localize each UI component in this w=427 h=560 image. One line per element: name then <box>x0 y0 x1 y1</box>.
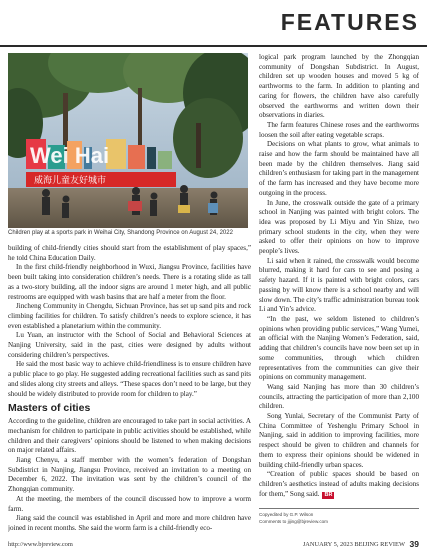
header-rule <box>0 45 427 47</box>
paragraph: Jiang said the council was established in April and more and more children have joined in recent months. She said the worm farm is a child-friendly eco- <box>8 514 251 532</box>
sign-chinese: 威海儿童友好城市 <box>34 176 107 186</box>
subheading: Masters of cities <box>8 402 91 415</box>
paragraph: In June, the crosswalk outside the gate of a primary school in Nanjing was painted with bright colors. The idea was proposed by Li Miyu and Yin Shize, two primary school students in the city, when they were asked to offer their opinions on how to improve people’s lives. <box>259 198 419 256</box>
comments-contact: Comments to jijing@bjreview.com <box>259 518 328 524</box>
copyright-rule <box>259 508 419 509</box>
paragraph: The farm features Chinese roses and the earthworms loosen the soil after eating vegetable scraps. <box>259 120 419 139</box>
paragraph: According to the guideline, children are encouraged to take part in social activities. A mechanism for children to participate in public activities should be established, while children and their caregivers’ opinions should be listened to when making decisions on major related affairs. <box>8 417 251 455</box>
photo-caption: Children play at a sports park in Weihai City, Shandong Province on August 24, 2022 <box>8 230 233 236</box>
paragraph: building of child-friendly cities should start from the establishment of play spaces,” he told China Education Daily. <box>8 244 251 262</box>
paragraph: Jiang Chenyu, a staff member with the women’s federation of Dongshan Subdistrict in Nanjing, Jiangsu Province, received an invitation to a meeting on December 6, 2022. The invitation was sent by the children’s council of the Zhongqian community. <box>8 456 251 494</box>
closing-quote: “Creation of public spaces should be based on children’s aesthetics instead of adults making decisions for them,” Song said. <box>259 470 419 498</box>
paragraph: Decisions on what plants to grow, what animals to raise and how the farm should be maintained have all been made by the children themselves. Jiang said children’s enthusiasm for taking part in the management of the farm has increased and they have become more outgoing in the process. <box>259 140 419 197</box>
sign-letters: Wei Hai <box>30 143 110 168</box>
paragraph: Song Yunlai, Secretary of the Communist Party of China Committee of Yeshenglu Primary School in Nanjing, said in addition to improving facilities, more respect should be given to children and channels for them to express their opinions should be widened in building child-friendly urban spaces. <box>259 412 419 469</box>
copyedit-credit: Copyedited by G.P. Wilson <box>259 512 314 517</box>
paragraph <box>259 470 419 499</box>
page-header <box>0 0 427 46</box>
copyright-note <box>259 512 328 525</box>
article-photo <box>8 53 248 228</box>
br-end-mark: BR <box>324 491 333 498</box>
footer-url: http://www.bjreview.com <box>8 541 73 548</box>
paragraph: Wang said Nanjing has more than 30 children’s councils, attracting the participation of more than 2,100 children. <box>259 382 419 411</box>
paragraph: Lu Yuan, an instructor with the School of Social and Behavioral Sciences at Nanjing University, said in the past, cities were designed by adults without considering children’s perspectives. <box>8 331 251 359</box>
paragraph: Jincheng Community in Chengdu, Sichuan Province, has set up sand pits and rock climbing facilities for children. To satisfy children’s needs to explore science, it has even established a planetarium within the community. <box>8 302 251 330</box>
right-column <box>259 53 419 505</box>
paragraph: In the first child-friendly neighborhood in Wuxi, Jiangsu Province, facilities have been built taking into consideration children’s needs. There is a rotating slide as tall as a two-story building, all the indoor signs are around 1 meter high, and all public restrooms are equipped with wash basins that are half a meter from the floor. <box>8 263 251 301</box>
paragraph: Li said when it rained, the crosswalk would become blurred, making it hard for cars to see and posing a safety hazard. If it is painted with bright colors, cars passing by will know there is a school nearby and will slow down. The city’s traffic administration bureau took Li and Yin’s advice. <box>259 256 419 314</box>
section-title: FEATURES <box>280 9 419 35</box>
page-number: 39 <box>409 539 419 549</box>
paragraph: “In the past, we seldom listened to children’s opinions when providing public services,” Wang Yumei, an official with the Nanjing Women’s Federation, said, adding that children’s councils have now been set up in some communities, through which children representatives from the communities can give their opinions on community management. <box>259 314 419 382</box>
photo-illustration <box>8 53 248 228</box>
footer-issue: JANUARY 5, 2023 BEIJING REVIEW <box>302 541 405 548</box>
paragraph: logical park program launched by the Zhongqian community of Dongshan Subdistrict. In August, children set up wooden houses and moved 5 kg of earthworms to the farm. In addition to planting and caring for flowers, the children have also carefully observed the earthworms and written down their observations in diaries. <box>259 53 419 120</box>
paragraph: He said the most basic way to achieve child-friendliness is to ensure children have a public place to go play. He suggested adding recreational facilities such as sand pits and slides along city streets and alleys. “These spaces don’t need to be large, but they should be widely distributed to provide room for children to play.” <box>8 360 251 398</box>
paragraph: At the meeting, the members of the council discussed how to improve a worm farm. <box>8 494 251 513</box>
left-column <box>8 244 251 537</box>
